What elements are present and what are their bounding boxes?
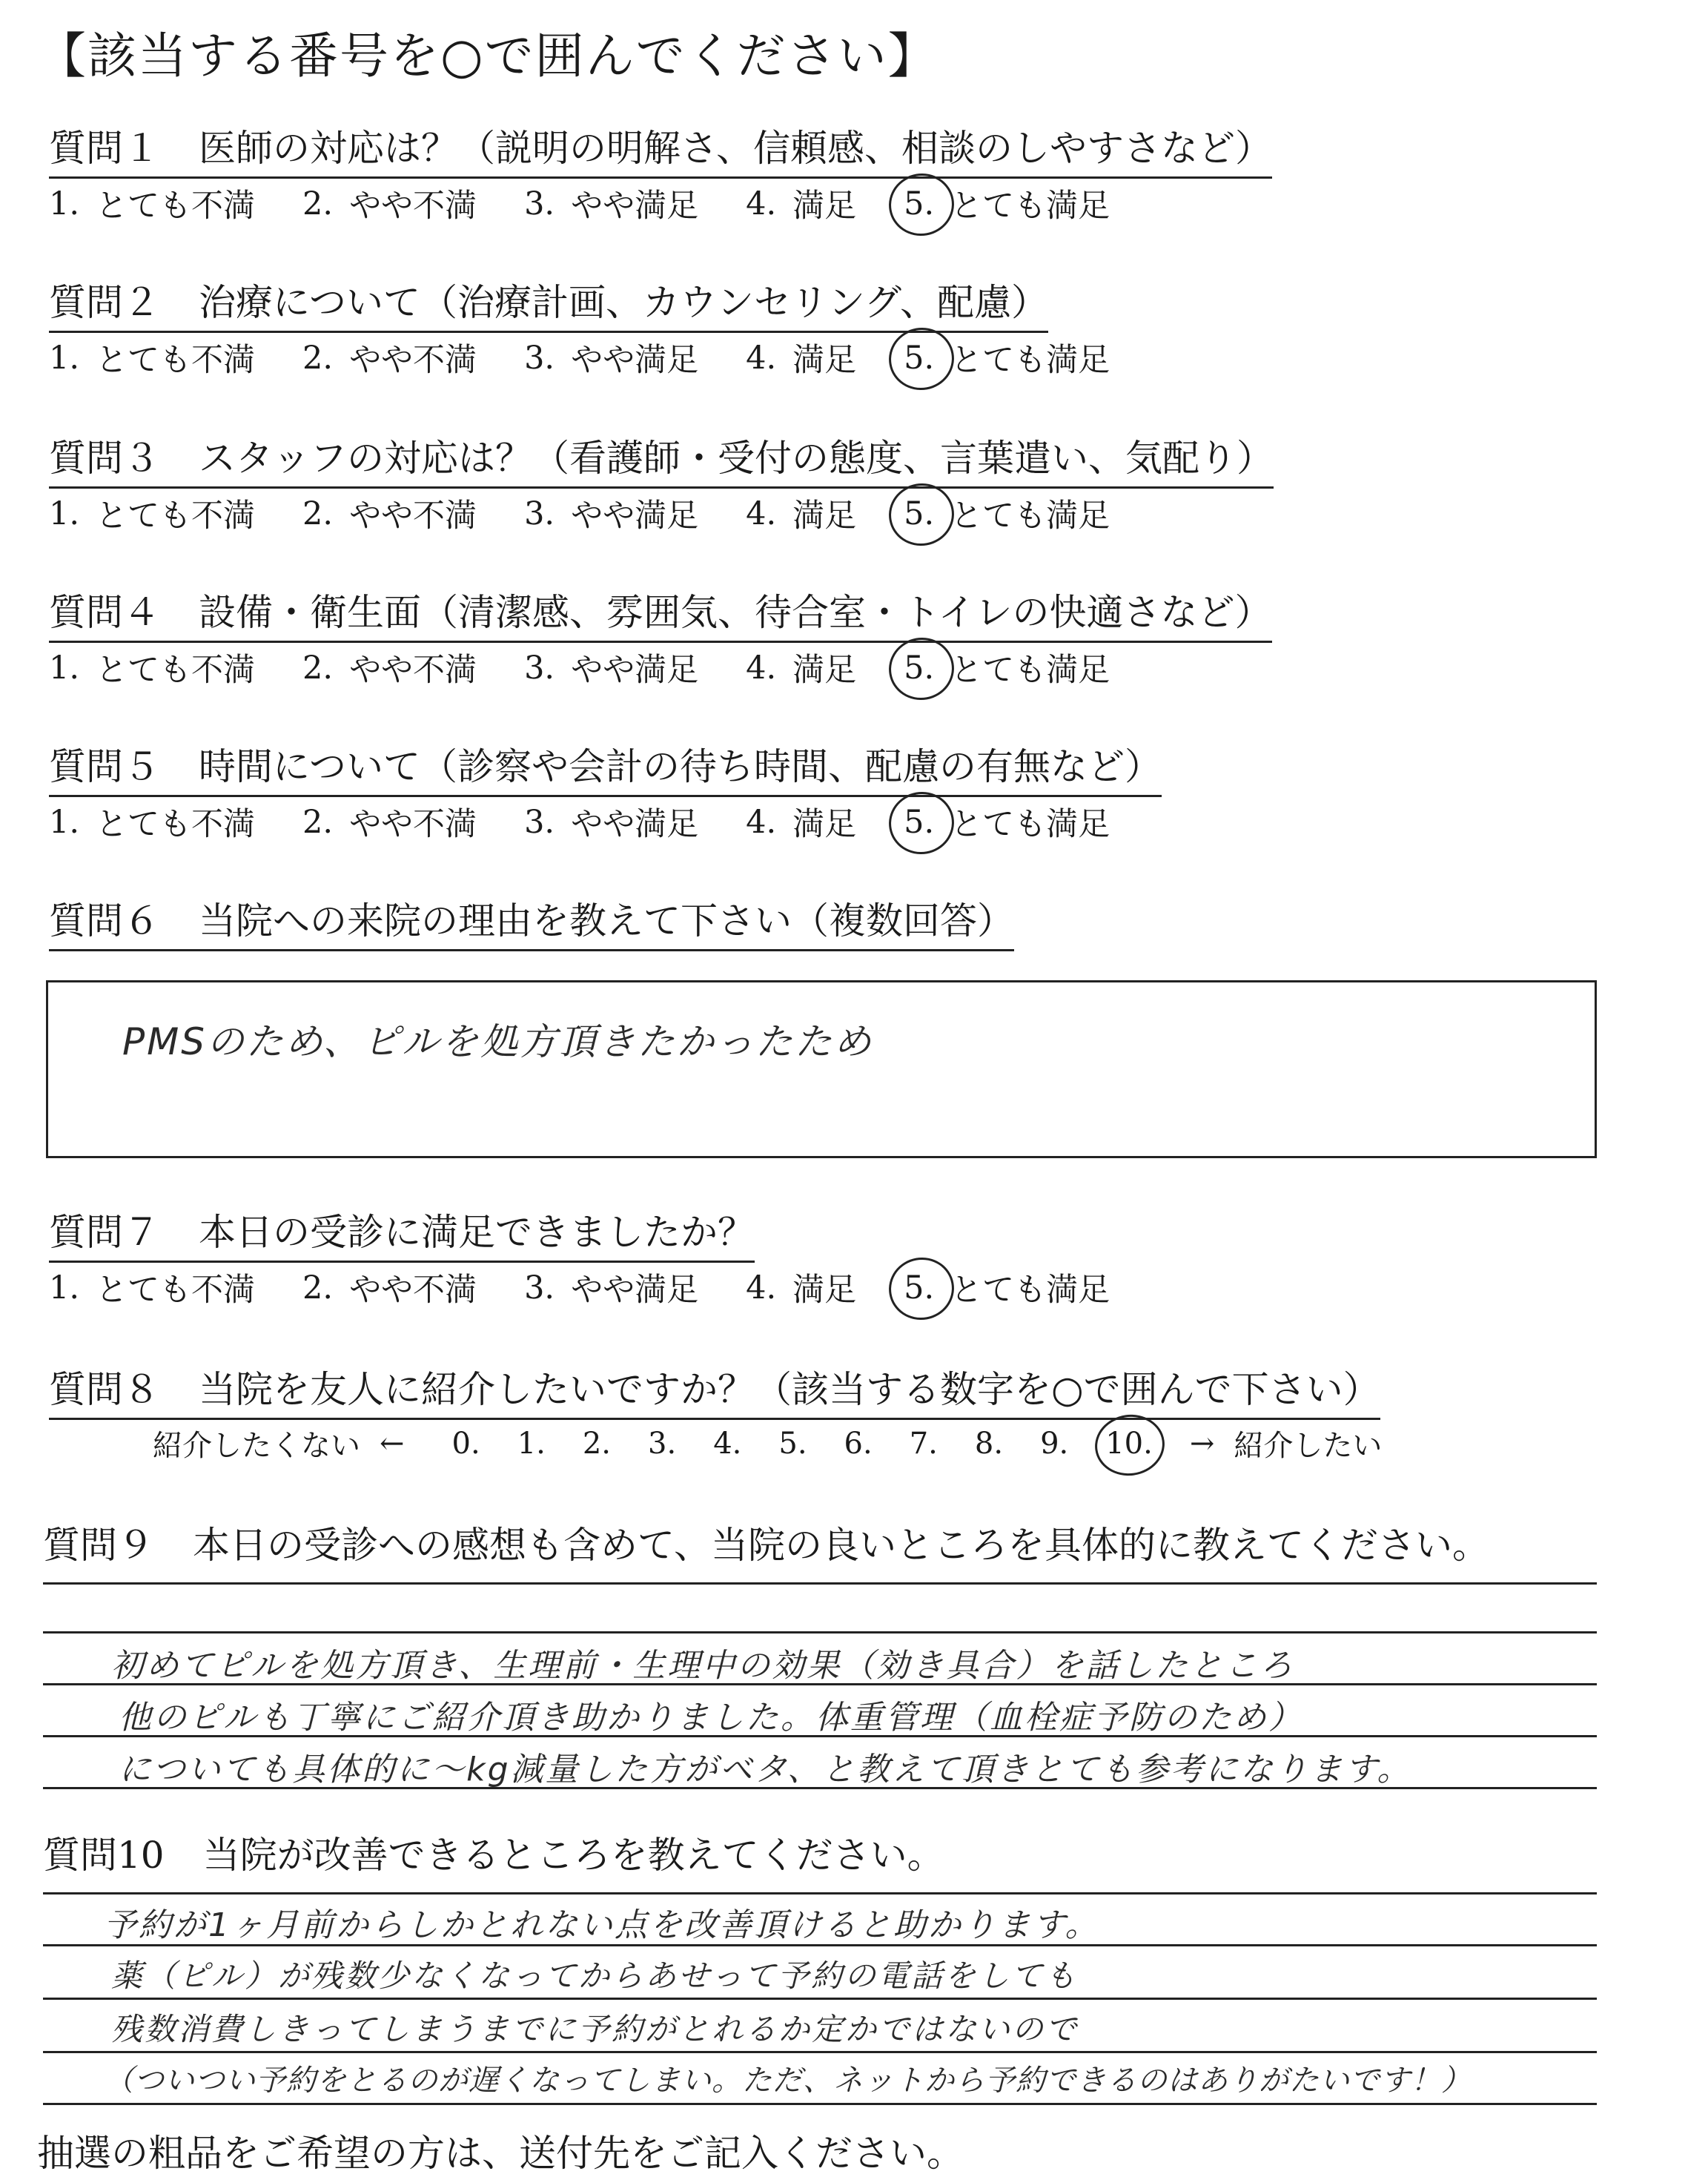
q5-options [49,799,1157,845]
question-1 [49,119,1272,179]
handwritten-line: 薬（ピル）が残数少なくなってからあせって予約の電話をしても [111,1958,1079,1994]
answer-line [43,1998,1597,2000]
q3-options [49,491,1157,536]
nps-option[interactable]: 4. [713,1426,742,1461]
question-number: 質問６ [49,899,160,942]
question-2 [49,273,1048,333]
option-number-selected[interactable]: 5. [904,1269,935,1306]
question-text: 当院への来院の理由を教えて下さい（複数回答） [199,899,1014,942]
option-number[interactable]: 2. [302,649,334,687]
question-number: 質問５ [49,745,160,788]
option-number[interactable]: 2. [302,185,334,222]
option-number[interactable]: 1. [49,495,80,532]
option-label: やや不満 [349,1272,477,1309]
nps-option-selected[interactable]: 10. [1105,1426,1153,1461]
answer-line [43,2103,1597,2105]
option-label: とても満足 [950,652,1110,689]
question-number: 質問２ [49,281,160,324]
nps-option[interactable]: 1. [517,1426,546,1461]
option-number[interactable]: 1. [49,1269,80,1306]
question-text: スタッフの対応は？（看護師・受付の態度、言葉遣い、気配り） [199,437,1274,480]
option-number[interactable]: 2. [302,803,334,841]
q2-options [49,335,1157,380]
question-4 [49,583,1272,643]
option-label: とても不満 [96,652,256,689]
option-number[interactable]: 3. [524,185,555,222]
nps-option[interactable]: 2. [582,1426,612,1461]
handwritten-line: についても具体的に〜kg減量した方がベタ、と教えて頂きとても参考になります。 [119,1751,1412,1788]
option-label: 満足 [792,342,857,379]
option-number[interactable]: 1. [49,803,80,841]
option-label: 満足 [792,498,857,535]
option-number[interactable]: 4. [746,495,777,532]
option-number[interactable]: 1. [49,649,80,687]
option-label: 満足 [792,1272,857,1309]
option-number[interactable]: 3. [524,495,555,532]
option-number[interactable]: 3. [524,649,555,687]
footer-text: 抽選の粗品をご希望の方は、送付先をご記入ください。 [37,2132,964,2175]
question-number: 質問１ [49,127,160,170]
nps-option[interactable]: 5. [778,1426,807,1461]
option-label: やや満足 [571,188,699,225]
option-label: 満足 [792,652,857,689]
option-label: とても不満 [96,1272,256,1309]
nps-option[interactable]: 3. [648,1426,677,1461]
question-3 [49,429,1274,489]
question-number: 質問８ [49,1368,160,1411]
option-label: とても満足 [950,806,1110,843]
option-label: やや不満 [349,652,477,689]
question-8 [49,1360,1380,1420]
nps-scale [153,1422,1419,1464]
answer-line [43,1582,1597,1585]
option-number[interactable]: 2. [302,495,334,532]
option-label: とても満足 [950,188,1110,225]
nps-option[interactable]: 6. [844,1426,873,1461]
question-10 [43,1826,944,1879]
question-text: 当院が改善できるところを教えてください。 [202,1834,944,1877]
question-text: 時間について（診察や会計の待ち時間、配慮の有無など） [199,745,1162,788]
form-title: 【該当する番号を○で囲んでください】 [37,27,939,85]
option-label: やや満足 [571,652,699,689]
question-text: 当院を友人に紹介したいですか？（該当する数字を○で囲んで下さい） [199,1368,1380,1411]
question-text: 治療について（治療計画、カウンセリング、配慮） [199,281,1048,324]
option-number[interactable]: 4. [746,1269,777,1306]
option-number[interactable]: 2. [302,1269,334,1306]
nps-left-label: 紹介したくない [153,1429,360,1463]
option-label: とても不満 [96,806,256,843]
option-number[interactable]: 4. [746,185,777,222]
option-number[interactable]: 4. [746,803,777,841]
nps-option[interactable]: 9. [1040,1426,1069,1461]
question-number: 質問３ [49,437,160,480]
handwritten-answer: PMSのため、ピルを処方頂きたかったため [122,1020,874,1063]
option-label: やや満足 [571,498,699,535]
question-number: 質問10 [43,1834,165,1877]
question-text: 設備・衛生面（清潔感、雰囲気、待合室・トイレの快適さなど） [199,591,1272,634]
question-7 [49,1203,755,1263]
option-label: とても不満 [96,188,256,225]
answer-line [43,1892,1597,1894]
arrow-right-icon: → [1189,1426,1215,1461]
question-6 [49,891,1014,951]
nps-option[interactable]: 7. [909,1426,938,1461]
option-number[interactable]: 1. [49,339,80,377]
q7-options [49,1265,1157,1310]
option-label: やや不満 [349,188,477,225]
answer-box-q6[interactable] [46,980,1597,1158]
option-number[interactable]: 3. [524,339,555,377]
option-label: 満足 [792,188,857,225]
handwritten-line: 残数消費しきってしまうまでに予約がとれるか定かではないので [111,2011,1079,2047]
option-label: とても不満 [96,498,256,535]
option-label: やや不満 [349,806,477,843]
question-number: 質問７ [49,1211,160,1254]
option-number[interactable]: 1. [49,185,80,222]
answer-line [43,1631,1597,1633]
answer-line [43,2051,1597,2053]
nps-option[interactable]: 0. [451,1426,480,1461]
option-label: とても満足 [950,498,1110,535]
handwritten-line: 他のピルも丁寧にご紹介頂き助かりました。体重管理（血栓症予防のため） [119,1699,1303,1737]
option-label: とても不満 [96,342,256,379]
nps-option[interactable]: 8. [974,1426,1004,1461]
option-number-selected[interactable]: 5. [904,803,935,841]
option-label: やや満足 [571,1272,699,1309]
question-text: 医師の対応は？（説明の明解さ、信頼感、相談のしやすさなど） [199,127,1272,170]
option-number[interactable]: 4. [746,649,777,687]
handwritten-line: （ついつい予約をとるのが遅くなってしまい。ただ、ネットから予約できるのはありがたいです！） [104,2064,1472,2098]
nps-right-label: 紹介したい [1234,1429,1383,1463]
option-label: とても満足 [950,1272,1110,1309]
option-number[interactable]: 4. [746,339,777,377]
option-number-selected[interactable]: 5. [904,185,935,222]
option-label: 満足 [792,806,857,843]
question-9 [43,1516,1489,1569]
option-label: やや満足 [571,342,699,379]
question-number: 質問９ [43,1524,154,1567]
option-number[interactable]: 3. [524,1269,555,1306]
question-5 [49,737,1162,797]
handwritten-line: 予約が1ヶ月前からしかとれない点を改善頂けると助かります。 [104,1906,1100,1944]
option-number-selected[interactable]: 5. [904,649,935,687]
option-label: やや不満 [349,498,477,535]
question-text: 本日の受診に満足できましたか？ [199,1211,755,1254]
option-number[interactable]: 2. [302,339,334,377]
option-number[interactable]: 3. [524,803,555,841]
q1-options [49,181,1157,226]
question-number: 質問４ [49,591,160,634]
arrow-left-icon: ← [380,1426,405,1461]
q4-options [49,645,1157,690]
option-label: やや満足 [571,806,699,843]
option-label: とても満足 [950,342,1110,379]
option-number-selected[interactable]: 5. [904,339,935,377]
option-number-selected[interactable]: 5. [904,495,935,532]
option-label: やや不満 [349,342,477,379]
question-text: 本日の受診への感想も含めて、当院の良いところを具体的に教えてください。 [193,1524,1489,1567]
handwritten-line: 初めてピルを処方頂き、生理前・生理中の効果（効き具合）を話したところ [111,1647,1295,1685]
